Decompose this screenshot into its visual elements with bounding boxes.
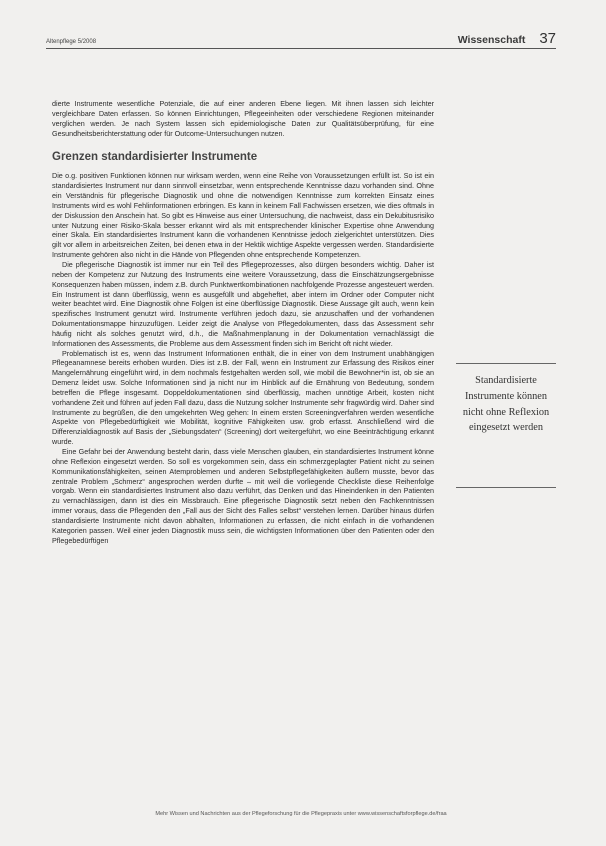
page-footer: Mehr Wissen und Nachrichten aus der Pflegeforschung für die Pflegepraxis unter www.wissenschaftsforpflege.de/fraa [155,811,447,817]
paragraph-1: Die o.g. positiven Funktionen können nur wirksam werden, wenn eine Reihe von Voraussetzungen erfüllt ist. So ist ein standardisiertes Instrument nur dann sinnvoll einsetzbar, wenn entsprechende Kenntnisse dazu vorhanden sind. Ohne ein Verständnis für pflegerische Diagnostik und ohne die notwendigen Kenntnisse zum korrekten Einsatz eines Instruments wird es wohl Fehlinformationen erbringen. Es kann in keinem Fall Fachwissen ersetzen, wie dies oftmals in der Diskussion den Anschein hat. So gibt es Hinweise aus einer Untersuchung, die nachweist, dass ein Dekubitusrisiko unter Nutzung einer Risiko-Skala besser erkannt wird als mit entsprechender klinischer Expertise ohne Anwendung einer Skala. Ein standardisiertes Instrument kann die vorhandenen Kenntnisse jedoch zielgerichtet unterstützen. Dies gilt vor allem in arbeitsreichen Zeiten, bei denen etwa in der Hektik wichtige Aspekte vergessen werden. Standardisierte Instrumente gehören also nicht in die Hände von Pflegenden ohne entsprechende Kompetenzen. [52,171,434,260]
section-name: Wissenschaft [457,34,526,46]
header-rule [46,48,556,49]
paragraph-4: Eine Gefahr bei der Anwendung besteht darin, dass viele Menschen glauben, ein standardisiertes Instrument könne ohne Reflexion eingesetzt werden. So soll es vorgekommen sein, dass ein schmerzgeplagter Patient nicht zu seinen Kommunikationsfähigkeiten, seinen Atemproblemen und anderen Selbstpflegefähigkeiten äußern musste, bevor das zentrale Problem „Schmerz“ angesprochen werden durfte – mit weil die vorliegende Checkliste diese Reihenfolge vorgab. Wenn ein standardisiertes Instrument also dazu verführt, das Denken und das Hineindenken in den Patienten zu vernachlässigen, dann ist dies ein Missbrauch. Eine pflegerische Diagnostik setzt neben den Fachkenntnissen immer voraus, dass die Pflegenden den „Fall aus der Sicht des Falles selbst“ verstehen lernen. Darüber hinaus dürfen standardisierte Instrumente nicht davon abhalten, Informationen zu erfassen, die nicht einfach in die vorhandenen Kategorien passen. Weil einer jeden Diagnostik muss sein, die wichtigsten Informationen über den Patienten oder den Pflegebedürftigen [52,447,434,545]
pull-quote-rule-bottom [456,487,556,488]
main-text-column [52,99,434,545]
paragraph-3: Problematisch ist es, wenn das Instrument Informationen enthält, die in einer von dem Instrument unabhängigen Pflegeanamnese bereits erhoben wurden. Dies ist z.B. der Fall, wenn ein Instrument zur Erfassung des Risikos einer Mangelernährung eingeführt wird, in dem nochmals festgehalten werden soll, wie mobil die Bewohner*in ist, ob sie an Demenz leidet usw. Solche Informationen sind ja nicht nur im Hinblick auf die Ernährung von Bedeutung, sondern betreffen die Pflege insgesamt. Doppeldokumentationen sind überflüssig, machen unnötige Arbeit, kosten nicht vorhandene Zeit und führen auf jeden Fall dazu, dass die Nutzung solcher Instrumente sehr fragwürdig wird. Daher sind Instrumente zu begrüßen, die den umgekehrten Weg gehen: In einem ersten Screeningverfahren werden wesentliche Aspekte von Pflegebedürftigkeit wie Mobilität, kognitive Fähigkeiten usw. grob erfasst. Anschließend wird die Differenzialdiagnostik auf Basis der „Siebungsdaten“ (Screening) dort weitergeführt, wo eine Beeinträchtigung erkannt wurde. [52,348,434,447]
pull-quote-rule-top [456,363,556,364]
section-heading: Grenzen standardisierter Instrumente [52,151,258,164]
paragraph-2: Die pflegerische Diagnostik ist immer nur ein Teil des Pflegeprozesses, also dürgen besonders wichtig. Daher ist neben der Kompetenz zur Nutzung des Instruments eine weitere Voraussetzung, dass die Einschätzungsergebnisse Konsequenzen haben müssen, indem z.B. durch Punktwertkombinationen nachfolgende Prozesse angesteuert werden. Ein Instrument ist dann überflüssig, wenn es ausgefüllt und abgeheftet, aber intern im Ordner oder Computer nicht weiter beachtet wird. Eine Diagnostik ohne Folgen ist eine überflüssige Diagnostik. Diese Aussage gilt auch, wenn kein spezifisches Instrument genutzt wird. Instrumente verführen jedoch dazu, sie anzuschaffen und der vorhandenen Dokumentationsmappe hinzuzufügen. Leider zeigt die Analyse von Pflegedokumenten, dass das Assessment sehr häufig nicht als solches genutzt wird, d.h., die Maßnahmenplanung in der Dokumentation vernachlässigt die Informationen des Assessments, die Probleme aus dem Assessment finden sich im Bericht oft nicht wieder. [52,259,434,348]
intro-paragraph: dierte Instrumente wesentliche Potenziale, die auf einer anderen Ebene liegen. Mit ihnen lassen sich leichter vergleichbare Daten erfassen. So können Einrichtungen, Pflegeeinheiten oder verschiedene Regionen miteinander verglichen werden. Je nach System lassen sich epidemiologische Daten zur Qualitätsüberprüfung, für eine Gesundheitsberichterstattung oder für Outcome-Untersuchungen nutzen. [52,99,434,138]
pull-quote: Standardisierte Instrumente können nicht ohne Reflexion eingesetzt werden [462,375,550,434]
journal-issue: Altenpflege 5/2008 [46,39,97,45]
header-right [458,30,556,47]
page-number: 37 [539,30,556,47]
running-header [46,30,556,50]
